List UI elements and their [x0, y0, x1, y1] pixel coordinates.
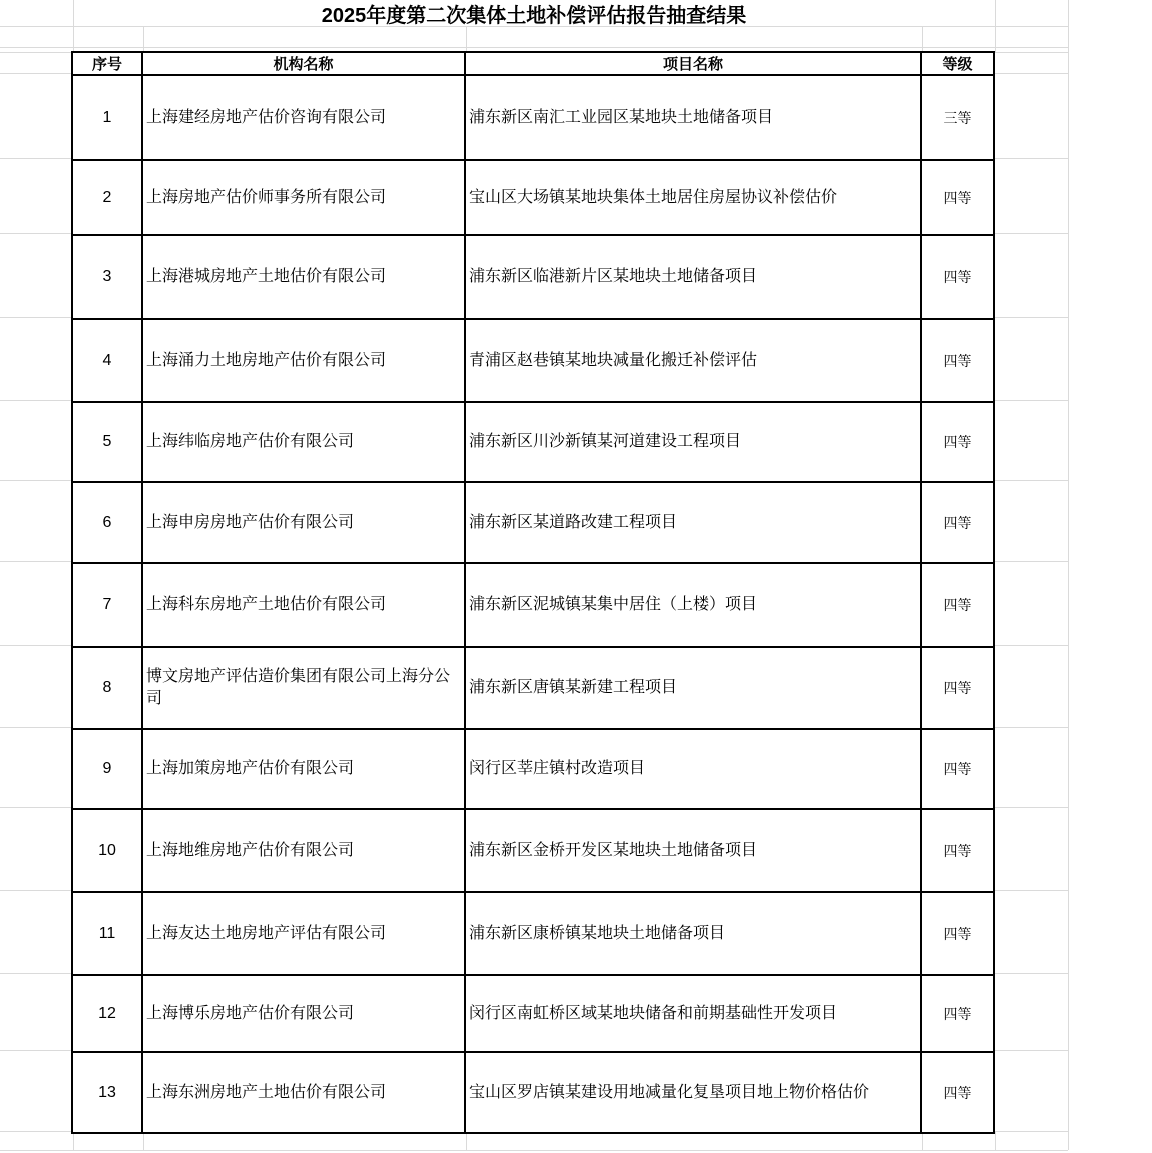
header-cell-grade: 等级: [921, 52, 994, 75]
header-cell-project-name: 项目名称: [465, 52, 921, 75]
cell-index: 9: [72, 729, 142, 809]
table-row: [72, 563, 994, 647]
cell-project-name: 浦东新区临港新片区某地块土地储备项目: [465, 235, 921, 319]
table-row: [72, 75, 994, 160]
cell-org-name: 上海房地产估价师事务所有限公司: [142, 160, 465, 235]
table-row: [72, 160, 994, 235]
cell-grade: 四等: [921, 809, 994, 892]
cell-org-name: 上海友达土地房地产评估有限公司: [142, 892, 465, 975]
cell-index: 13: [72, 1052, 142, 1133]
table-row: [72, 319, 994, 402]
cell-project-name: 闵行区莘庄镇村改造项目: [465, 729, 921, 809]
cell-org-name: 上海东洲房地产土地估价有限公司: [142, 1052, 465, 1133]
cell-grade: 四等: [921, 892, 994, 975]
cell-grade: 四等: [921, 160, 994, 235]
table-row: [72, 1052, 994, 1133]
gridline: [143, 26, 144, 52]
table-row: [72, 647, 994, 729]
gridline: [0, 47, 1068, 48]
table-row: [72, 729, 994, 809]
cell-org-name: 上海加策房地产估价有限公司: [142, 729, 465, 809]
table-row: [72, 809, 994, 892]
cell-index: 7: [72, 563, 142, 647]
cell-project-name: 浦东新区康桥镇某地块土地储备项目: [465, 892, 921, 975]
cell-project-name: 浦东新区川沙新镇某河道建设工程项目: [465, 402, 921, 482]
header-cell-index: 序号: [72, 52, 142, 75]
cell-index: 11: [72, 892, 142, 975]
cell-index: 5: [72, 402, 142, 482]
table-row: [72, 402, 994, 482]
gridline: [1068, 0, 1069, 1150]
cell-grade: 四等: [921, 235, 994, 319]
cell-org-name: 上海建经房地产估价咨询有限公司: [142, 75, 465, 160]
cell-index: 4: [72, 319, 142, 402]
cell-org-name: 上海涌力土地房地产估价有限公司: [142, 319, 465, 402]
cell-project-name: 浦东新区南汇工业园区某地块土地储备项目: [465, 75, 921, 160]
table-body: [72, 75, 994, 1133]
table-row: [72, 482, 994, 563]
cell-index: 2: [72, 160, 142, 235]
cell-index: 1: [72, 75, 142, 160]
cell-org-name: 上海地维房地产估价有限公司: [142, 809, 465, 892]
cell-org-name: 上海纬临房地产估价有限公司: [142, 402, 465, 482]
cell-grade: 三等: [921, 75, 994, 160]
cell-org-name: 上海申房房地产估价有限公司: [142, 482, 465, 563]
cell-project-name: 浦东新区泥城镇某集中居住（上楼）项目: [465, 563, 921, 647]
cell-index: 6: [72, 482, 142, 563]
cell-org-name: 上海科东房地产土地估价有限公司: [142, 563, 465, 647]
cell-grade: 四等: [921, 1052, 994, 1133]
cell-project-name: 宝山区罗店镇某建设用地减量化复垦项目地上物价格估价: [465, 1052, 921, 1133]
cell-org-name: 上海港城房地产土地估价有限公司: [142, 235, 465, 319]
cell-project-name: 浦东新区唐镇某新建工程项目: [465, 647, 921, 729]
gridline: [922, 26, 923, 52]
cell-grade: 四等: [921, 729, 994, 809]
cell-project-name: 浦东新区某道路改建工程项目: [465, 482, 921, 563]
gridline: [995, 1131, 996, 1150]
table-row: [72, 892, 994, 975]
cell-index: 8: [72, 647, 142, 729]
sheet-title: 2025年度第二次集体土地补偿评估报告抽查结果: [321, 4, 747, 27]
gridline: [0, 1150, 1068, 1151]
cell-grade: 四等: [921, 563, 994, 647]
report-table: [71, 51, 995, 1134]
cell-grade: 四等: [921, 482, 994, 563]
table-row: [72, 975, 994, 1052]
cell-project-name: 闵行区南虹桥区域某地块储备和前期基础性开发项目: [465, 975, 921, 1052]
cell-index: 3: [72, 235, 142, 319]
cell-project-name: 浦东新区金桥开发区某地块土地储备项目: [465, 809, 921, 892]
gridline: [466, 26, 467, 52]
cell-grade: 四等: [921, 975, 994, 1052]
cell-grade: 四等: [921, 647, 994, 729]
cell-project-name: 宝山区大场镇某地块集体土地居住房屋协议补偿估价: [465, 160, 921, 235]
cell-grade: 四等: [921, 319, 994, 402]
cell-org-name: 博文房地产评估造价集团有限公司上海分公司: [142, 647, 465, 729]
cell-grade: 四等: [921, 402, 994, 482]
cell-index: 12: [72, 975, 142, 1052]
cell-project-name: 青浦区赵巷镇某地块减量化搬迁补偿评估: [465, 319, 921, 402]
header-cell-org-name: 机构名称: [142, 52, 465, 75]
cell-org-name: 上海博乐房地产估价有限公司: [142, 975, 465, 1052]
table-header-row: [72, 52, 994, 75]
table-row: [72, 235, 994, 319]
cell-index: 10: [72, 809, 142, 892]
